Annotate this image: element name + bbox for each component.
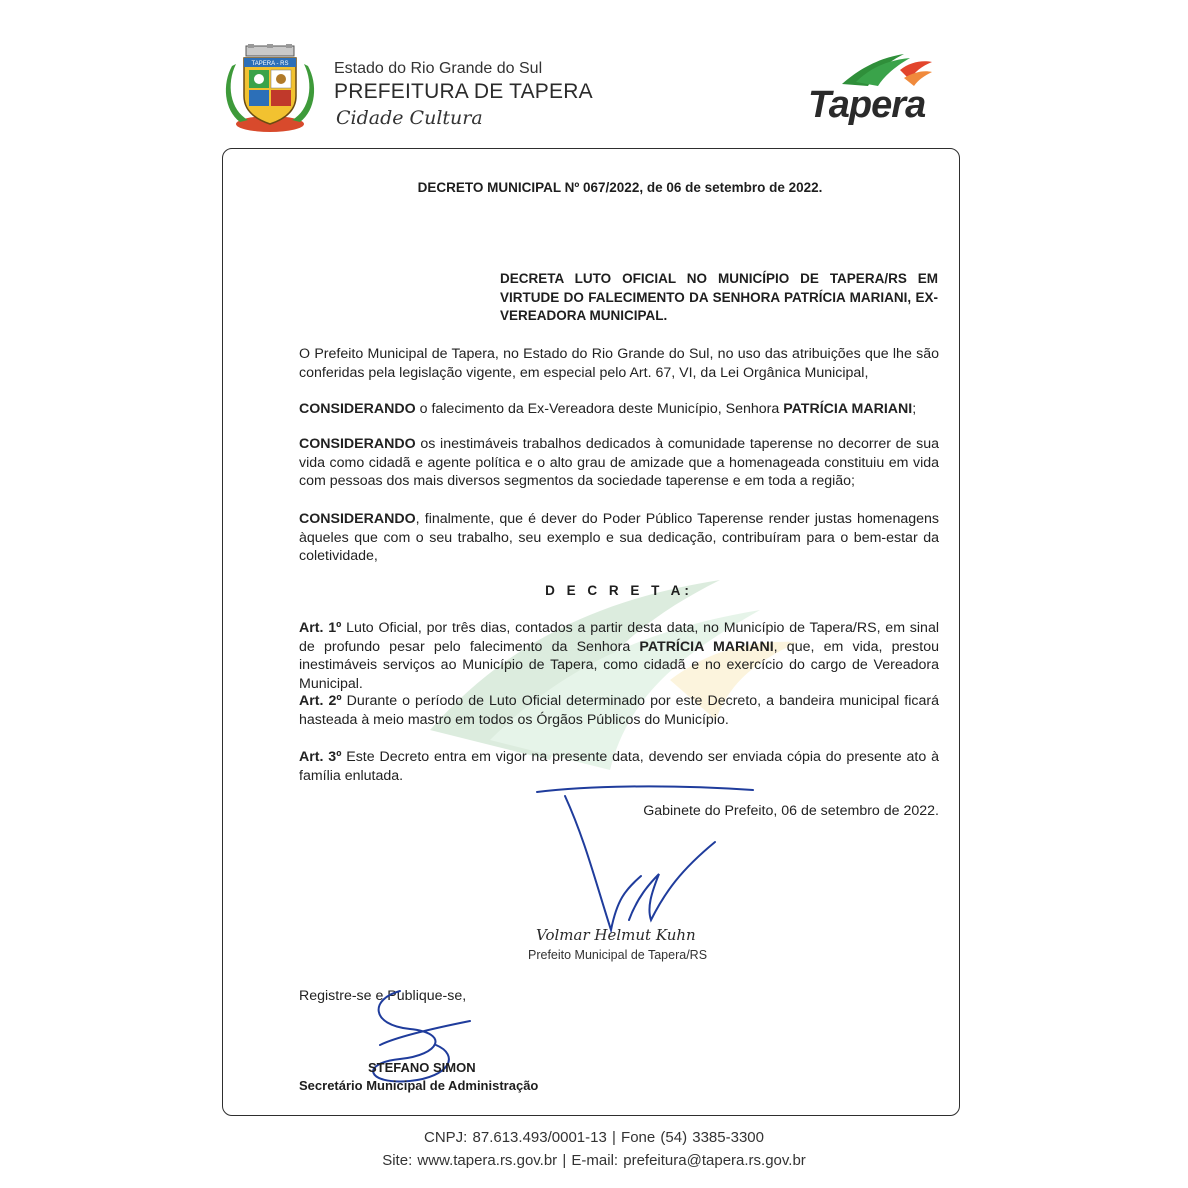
- svg-text:TAPERA - RS: TAPERA - RS: [251, 61, 289, 67]
- considerando-label: CONSIDERANDO: [299, 511, 416, 527]
- article-text: Luto Oficial, por três dias, contados a partir desta data, no Município de Tapera/RS, em sinal de profundo pesar pelo falecimento da Senhora: [299, 620, 939, 655]
- header-prefeitura: PREFEITURA DE TAPERA: [334, 80, 593, 103]
- decree-title: DECRETO MUNICIPAL Nº 067/2022, de 06 de setembro de 2022.: [417, 180, 823, 195]
- decreta-heading: D E C R E T A:: [545, 583, 693, 598]
- article-text: Durante o período de Luto Oficial determinado por este Decreto, a bandeira municipal ficará hasteada à meio mastro em todos os Órgãos Públicos do Município.: [299, 693, 939, 728]
- deceased-name: PATRÍCIA MARIANI: [639, 638, 774, 655]
- mayor-title: Prefeito Municipal de Tapera/RS: [528, 948, 708, 962]
- article-label: Art. 1º: [299, 620, 342, 636]
- considerando-text: o falecimento da Ex-Vereadora deste Município, Senhora: [415, 401, 784, 417]
- considerando-paragraph-2: [299, 435, 939, 491]
- article-text: , que, em vida, prestou inestimáveis serviços ao Município de Tapera, como cidadã e no exercício do cargo de Vereadora Municipal.: [299, 638, 939, 692]
- article-label: Art. 3º: [299, 749, 342, 765]
- secretary-title: Secretário Municipal de Administração: [299, 1078, 539, 1093]
- considerando-paragraph-1: [299, 400, 939, 419]
- decree-ementa: DECRETA LUTO OFICIAL NO MUNICÍPIO DE TAPERA/RS EM VIRTUDE DO FALECIMENTO DA SENHORA PATRÍCIA MARIANI, EX-VEREADORA MUNICIPAL.: [500, 271, 938, 323]
- considerando-text: os inestimáveis trabalhos dedicados à comunidade taperense no decorrer de sua vida como cidadã e agente política e o alto grau de amizade que a homenageada constituiu em vida com pessoas dos mais diversos segmentos da sociedade taperense e em toda a região;: [299, 436, 939, 489]
- gabinete-date: Gabinete do Prefeito, 06 de setembro de 2022.: [643, 803, 939, 819]
- deceased-name: PATRÍCIA MARIANI: [783, 401, 913, 417]
- considerando-label: CONSIDERANDO: [299, 436, 416, 452]
- considerando-label: CONSIDERANDO: [299, 401, 416, 417]
- mayor-name: Volmar Helmut Kuhn: [536, 926, 696, 944]
- header-state: Estado do Rio Grande do Sul: [334, 60, 543, 77]
- article-label: Art. 2º: [299, 693, 342, 709]
- footer-cnpj-phone: CNPJ: 87.613.493/0001-13 | Fone (54) 3385-3300: [424, 1129, 764, 1146]
- considerando-paragraph-3: [299, 510, 939, 566]
- footer-site-email: Site: www.tapera.rs.gov.br | E-mail: prefeitura@tapera.rs.gov.br: [382, 1152, 806, 1169]
- article-2: [299, 692, 939, 729]
- considerando-text: , finalmente, que é dever do Poder Público Taperense render justas homenagens àqueles que com o seu trabalho, seu exemplo e sua dedicação, contribuíram para o bem-estar da coletividade,: [299, 511, 939, 564]
- article-1: [299, 619, 939, 693]
- intro-paragraph: O Prefeito Municipal de Tapera, no Estado do Rio Grande do Sul, no uso das atribuições que lhe são conferidas pela legislação vigente, em especial pelo Art. 67, VI, da Lei Orgânica Municipal,: [299, 346, 939, 381]
- municipal-crest-logo: [222, 44, 318, 136]
- registre-publique: Registre-se e Publique-se,: [299, 988, 467, 1004]
- punctuation: ;: [912, 401, 917, 417]
- header-motto: Cidade Cultura: [336, 107, 483, 129]
- secretary-name: STEFANO SIMON: [368, 1060, 476, 1075]
- mayor-signature: [525, 780, 765, 950]
- tapera-logo-wordmark: Tapera: [808, 84, 926, 126]
- article-text: Este Decreto entra em vigor na presente data, devendo ser enviada cópia do presente ato à família enlutada.: [299, 749, 939, 784]
